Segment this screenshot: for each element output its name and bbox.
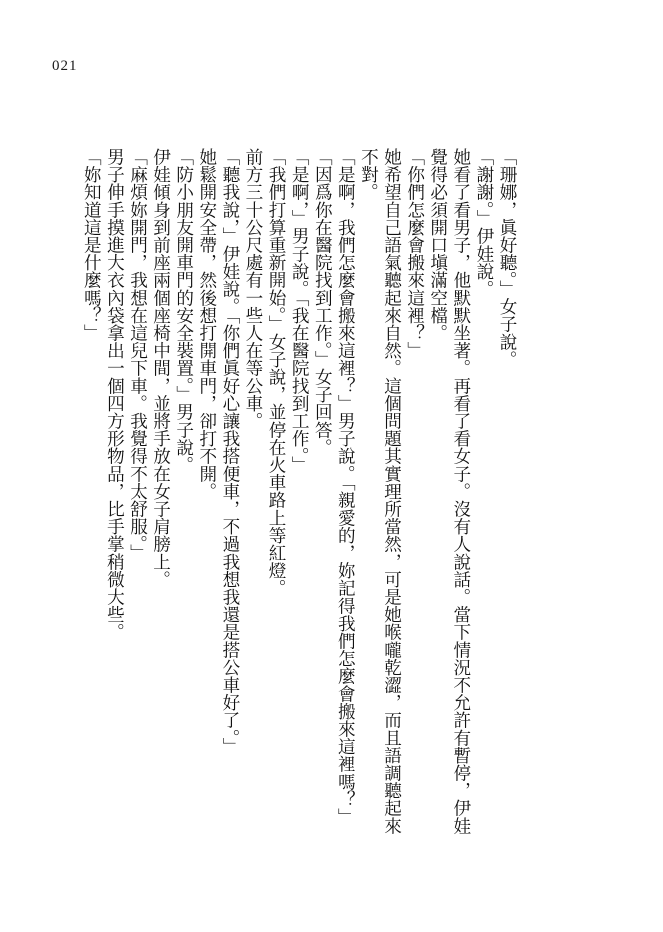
paragraph: 伊娃傾身到前座兩個座椅中間，並將手放在女子肩膀上。 (150, 148, 171, 588)
paragraph: 她看了看男子，他默默坐著。再看了看女子。沒有人說話。當下情況不允許有暫停，伊娃覺得必須開口塡滿空檔。 (427, 148, 471, 835)
paragraph: 「是啊，」男子說。「我在醫院找到工作。」 (289, 148, 310, 474)
paragraph: 「妳知道這是什麼嗎？」 (81, 148, 102, 342)
paragraph: 她鬆開安全帶，然後想打開車門，卻打不開。 (196, 148, 217, 500)
paragraph: 「謝謝。」伊娃說。 (473, 148, 494, 298)
paragraph: 她希望自己語氣聽起來自然。這個問題其實理所當然，可是她喉嚨乾澀，而且語調聽起來不對。 (358, 148, 402, 835)
paragraph: 「是啊，我們怎麼會搬來這裡？」男子說。「親愛的，妳記得我們怎麼會搬來這裡嗎？」 (335, 148, 356, 826)
paragraph: 「因爲你在醫院找到工作。」女子回答。 (312, 148, 333, 456)
paragraph: 「防小朋友開車門的安全裝置。」男子說。 (173, 148, 194, 474)
vertical-text-body (60, 148, 518, 848)
paragraph: 「珊娜，眞好聽。」女子說。 (497, 148, 517, 368)
paragraph: 「我們打算重新開始。」女子說，並停在火車路上等紅燈。 (266, 148, 287, 597)
paragraph: 「你們怎麼會搬來這裡？」 (404, 148, 425, 360)
paragraph: 「麻煩妳開門，我想在這兒下車。我覺得不太舒服。」 (127, 148, 148, 562)
paragraph: 「聽我說，」伊娃說。「你們眞好心讓我搭便車，不過我想我還是搭公車好了。」 (219, 148, 240, 756)
paragraph: 前方三十公尺處有一些人在等公車。 (242, 148, 263, 430)
page-number: 021 (52, 58, 78, 74)
paragraph: 男子伸手摸進大衣內袋拿出一個四方形物品，比手掌稍微大些。 (104, 148, 125, 641)
